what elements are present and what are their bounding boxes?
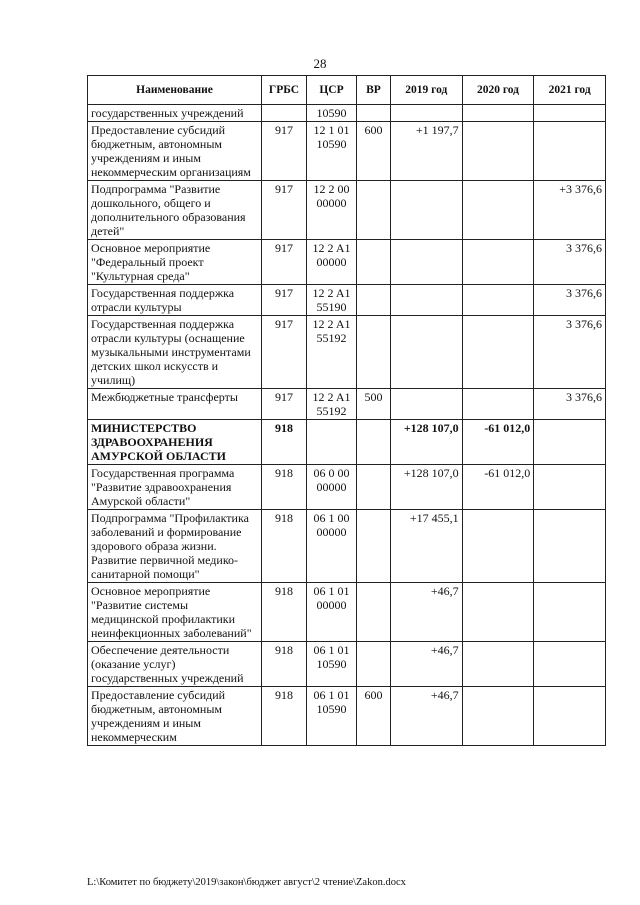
cell-2021: 3 376,6 (534, 316, 606, 389)
cell-2020 (462, 389, 534, 420)
cell-grbs: 918 (262, 420, 307, 465)
cell-2020 (462, 105, 534, 122)
col-header-2019: 2019 год (391, 76, 463, 105)
cell-grbs: 918 (262, 642, 307, 687)
cell-2020 (462, 316, 534, 389)
cell-2019: +128 107,0 (391, 420, 463, 465)
cell-2020 (462, 181, 534, 240)
page-number: 28 (313, 56, 327, 71)
cell-name: Государственная поддержка отрасли культуры (оснащение музыкальными инструментами детских школ искусств и училищ) (88, 316, 262, 389)
cell-name: Подпрограмма "Профилактика заболеваний и формирование здорового образа жизни. Развитие первичной медико-санитарной помощи" (88, 510, 262, 583)
cell-2020 (462, 510, 534, 583)
cell-2019: +17 455,1 (391, 510, 463, 583)
cell-name: Предоставление субсидий бюджетным, автономным учреждениям и иным некоммерческим (88, 687, 262, 746)
cell-csr: 12 1 01 10590 (307, 122, 357, 181)
table-row (88, 105, 606, 122)
cell-2019 (391, 240, 463, 285)
cell-csr: 06 1 01 10590 (307, 687, 357, 746)
cell-2021: 3 376,6 (534, 240, 606, 285)
table-row (88, 316, 606, 389)
cell-2021 (534, 642, 606, 687)
table-row (88, 240, 606, 285)
cell-2020: -61 012,0 (462, 465, 534, 510)
cell-2020 (462, 687, 534, 746)
cell-name: Основное мероприятие "Федеральный проект "Культурная среда" (88, 240, 262, 285)
table-row (88, 389, 606, 420)
cell-csr: 06 1 01 10590 (307, 642, 357, 687)
cell-vr (357, 465, 391, 510)
cell-vr: 600 (357, 687, 391, 746)
cell-2019: +46,7 (391, 687, 463, 746)
table-row (88, 465, 606, 510)
cell-name: Обеспечение деятельности (оказание услуг) государственных учреждений (88, 642, 262, 687)
cell-grbs: 918 (262, 465, 307, 510)
cell-2021 (534, 510, 606, 583)
budget-table (87, 75, 606, 746)
cell-2020 (462, 642, 534, 687)
cell-csr: 12 2 00 00000 (307, 181, 357, 240)
cell-2020 (462, 240, 534, 285)
cell-vr (357, 105, 391, 122)
file-path-footer: L:\Комитет по бюджету\2019\закон\бюджет август\2 чтение\Zakon.docx (87, 877, 406, 888)
cell-csr: 12 2 A1 00000 (307, 240, 357, 285)
cell-csr: 10590 (307, 105, 357, 122)
cell-vr: 500 (357, 389, 391, 420)
cell-vr (357, 510, 391, 583)
cell-vr (357, 420, 391, 465)
table-row (88, 510, 606, 583)
cell-2019 (391, 389, 463, 420)
cell-grbs: 918 (262, 510, 307, 583)
table-row (88, 285, 606, 316)
cell-vr (357, 181, 391, 240)
cell-vr (357, 642, 391, 687)
col-header-2020: 2020 год (462, 76, 534, 105)
cell-grbs (262, 105, 307, 122)
cell-csr: 12 2 A1 55192 (307, 316, 357, 389)
cell-name: Межбюджетные трансферты (88, 389, 262, 420)
table-row (88, 181, 606, 240)
cell-2019: +46,7 (391, 642, 463, 687)
col-header-2021: 2021 год (534, 76, 606, 105)
cell-name: государственных учреждений (88, 105, 262, 122)
cell-csr: 06 0 00 00000 (307, 465, 357, 510)
cell-grbs: 917 (262, 240, 307, 285)
cell-2020 (462, 285, 534, 316)
col-header-grbs: ГРБС (262, 76, 307, 105)
cell-2021 (534, 105, 606, 122)
cell-2021: +3 376,6 (534, 181, 606, 240)
cell-grbs: 917 (262, 316, 307, 389)
table-row (88, 687, 606, 746)
cell-vr: 600 (357, 122, 391, 181)
cell-2020 (462, 583, 534, 642)
cell-csr: 12 2 A1 55192 (307, 389, 357, 420)
cell-name: Предоставление субсидий бюджетным, автономным учреждениям и иным некоммерческим организациям (88, 122, 262, 181)
cell-2019: +1 197,7 (391, 122, 463, 181)
cell-grbs: 917 (262, 122, 307, 181)
cell-2019 (391, 105, 463, 122)
cell-grbs: 917 (262, 181, 307, 240)
cell-name: Государственная поддержка отрасли культуры (88, 285, 262, 316)
cell-2021 (534, 687, 606, 746)
cell-2021: 3 376,6 (534, 389, 606, 420)
cell-grbs: 917 (262, 389, 307, 420)
col-header-csr: ЦСР (307, 76, 357, 105)
cell-2020 (462, 122, 534, 181)
cell-name: Подпрограмма "Развитие дошкольного, общего и дополнительного образования детей" (88, 181, 262, 240)
table-row (88, 642, 606, 687)
cell-vr (357, 240, 391, 285)
cell-name: МИНИСТЕРСТВО ЗДРАВООХРАНЕНИЯ АМУРСКОЙ ОБЛАСТИ (88, 420, 262, 465)
col-header-name: Наименование (88, 76, 262, 105)
cell-2019: +46,7 (391, 583, 463, 642)
cell-csr: 12 2 A1 55190 (307, 285, 357, 316)
cell-2020: -61 012,0 (462, 420, 534, 465)
cell-2021 (534, 122, 606, 181)
cell-2021 (534, 465, 606, 510)
cell-vr (357, 316, 391, 389)
cell-csr: 06 1 00 00000 (307, 510, 357, 583)
col-header-vr: ВР (357, 76, 391, 105)
cell-grbs: 918 (262, 583, 307, 642)
cell-grbs: 917 (262, 285, 307, 316)
cell-csr (307, 420, 357, 465)
table-header-row (88, 76, 606, 105)
cell-vr (357, 583, 391, 642)
cell-name: Государственная программа "Развитие здравоохранения Амурской области" (88, 465, 262, 510)
table-row (88, 122, 606, 181)
cell-2019 (391, 285, 463, 316)
table-row (88, 420, 606, 465)
cell-2019 (391, 316, 463, 389)
cell-grbs: 918 (262, 687, 307, 746)
table-body (88, 105, 606, 746)
cell-csr: 06 1 01 00000 (307, 583, 357, 642)
cell-vr (357, 285, 391, 316)
table-row (88, 583, 606, 642)
cell-2019 (391, 181, 463, 240)
cell-2021 (534, 583, 606, 642)
cell-name: Основное мероприятие "Развитие системы медицинской профилактики неинфекционных заболеваний" (88, 583, 262, 642)
cell-2021 (534, 420, 606, 465)
cell-2019: +128 107,0 (391, 465, 463, 510)
cell-2021: 3 376,6 (534, 285, 606, 316)
